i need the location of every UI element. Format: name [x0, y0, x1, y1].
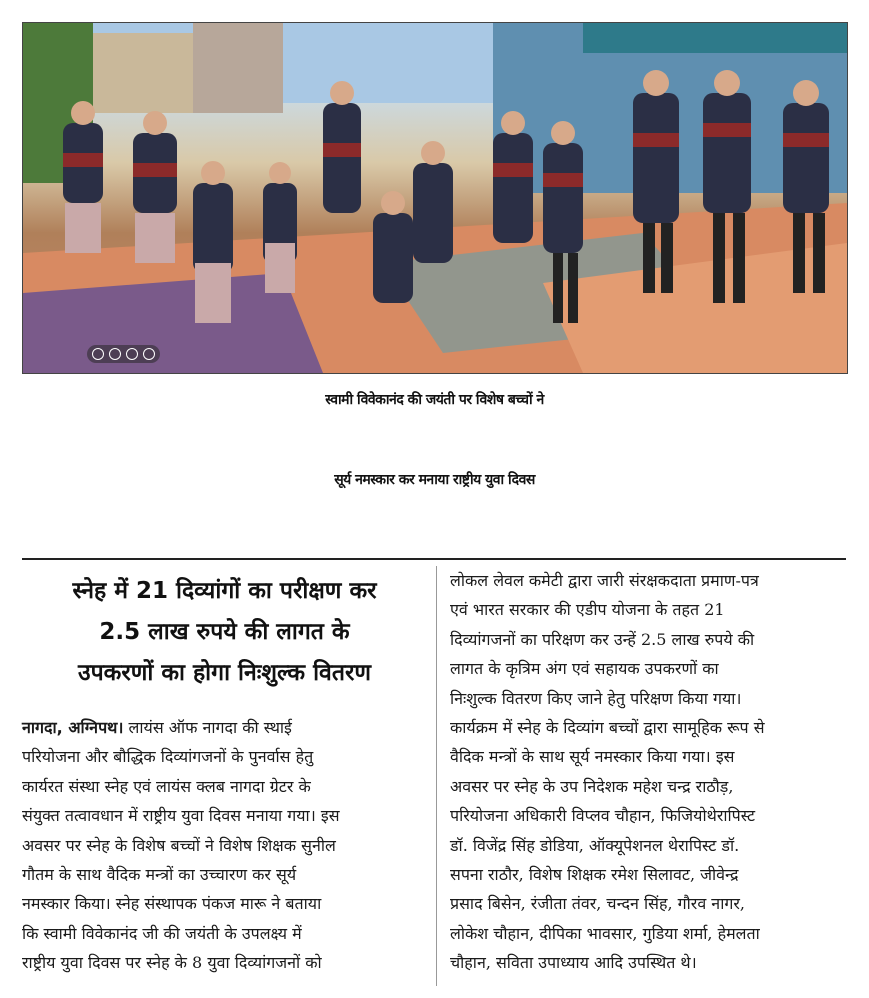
article-line: परियोजना अधिकारी विप्लव चौहान, फिजियोथेरापिस्ट — [450, 806, 756, 826]
article-line: नमस्कार किया। स्नेह संस्थापक पंकज मारू ने बताया — [22, 894, 322, 914]
news-photo — [22, 22, 848, 374]
article-line: लोकेश चौहान, दीपिका भावसार, गुडिया शर्मा, हेमलता — [450, 923, 760, 943]
subheadline-line: उपकरणों का होगा निःशुल्क वितरण — [78, 660, 371, 686]
column-divider — [436, 566, 437, 986]
article-body-right — [450, 566, 850, 978]
article-line: कार्यक्रम में स्नेह के दिव्यांग बच्चों द्वारा सामूहिक रूप से — [450, 718, 765, 738]
subheadline-line: स्नेह में 21 दिव्यांगों का परीक्षण कर — [72, 578, 377, 604]
article-line: कार्यरत संस्था स्नेह एवं लायंस क्लब नागदा ग्रेटर के — [22, 776, 311, 796]
article-line: राष्ट्रीय युवा दिवस पर स्नेह के 8 युवा दिव्यांगजनों को — [22, 953, 322, 973]
headline-rule — [22, 558, 846, 560]
subheadline — [22, 571, 427, 694]
article-text: लायंस ऑफ नागदा की स्थाई — [128, 718, 292, 737]
article-line: लोकल लेवल कमेटी द्वारा जारी संरक्षकदाता प्रमाण-पत्र — [450, 571, 759, 590]
article-line: डॉ. विजेंद्र सिंह डोडिया, ऑक्यूपेशनल थेरापिस्ट डॉ. — [450, 835, 740, 855]
article-body-left — [22, 713, 427, 978]
article-line: निःशुल्क वितरण किए जाने हेतु परिक्षण किया गया। — [450, 688, 742, 708]
article-line: परियोजना और बौद्धिक दिव्यांगजनों के पुनर्वास हेतु — [22, 747, 314, 767]
dot-icon — [109, 348, 121, 360]
article-line: दिव्यांगजनों का परिक्षण कर उन्हें 2.5 लाख रुपये की — [450, 629, 755, 649]
article-line: एवं भारत सरकार की एडीप योजना के तहत 21 — [450, 600, 725, 620]
headline-line-2: सूर्य नमस्कार कर मनाया राष्ट्रीय युवा दिवस — [334, 472, 535, 488]
photo-illustration — [23, 23, 847, 373]
article-line — [22, 713, 427, 742]
article-line: गौतम के साथ वैदिक मन्त्रों का उच्चारण कर सूर्य — [22, 865, 297, 885]
article-line: लागत के कृत्रिम अंग एवं सहायक उपकरणों का — [450, 659, 719, 679]
headline-line-1: स्वामी विवेकानंद की जयंती पर विशेष बच्चों ने — [325, 392, 544, 408]
article-line: चौहान, सविता उपाध्याय आदि उपस्थित थे। — [450, 953, 697, 973]
dot-icon — [92, 348, 104, 360]
article-line: संयुक्त तत्वावधान में राष्ट्रीय युवा दिवस मनाया गया। इस — [22, 806, 340, 826]
photo-credit-dots — [87, 345, 160, 363]
article-line: अवसर पर स्नेह के उप निदेशक महेश चन्द्र राठौड़, — [450, 776, 734, 796]
article-line: अवसर पर स्नेह के विशेष बच्चों ने विशेष शिक्षक सुनील — [22, 835, 336, 855]
article-line: सपना राठौर, विशेष शिक्षक रमेश सिलावट, जीवेन्द्र — [450, 865, 739, 885]
dateline: नागदा, अग्निपथ। — [22, 718, 124, 737]
subheadline-line: 2.5 लाख रुपये की लागत के — [99, 619, 350, 645]
article-line: कि स्वामी विवेकानंद जी की जयंती के उपलक्ष्य में — [22, 923, 302, 943]
article-line: वैदिक मन्त्रों के साथ सूर्य नमस्कार किया गया। इस — [450, 747, 735, 767]
article-line: प्रसाद बिसेन, रंजीता तंवर, चन्दन सिंह, गौरव नागर, — [450, 894, 745, 914]
dot-icon — [126, 348, 138, 360]
dot-icon — [143, 348, 155, 360]
